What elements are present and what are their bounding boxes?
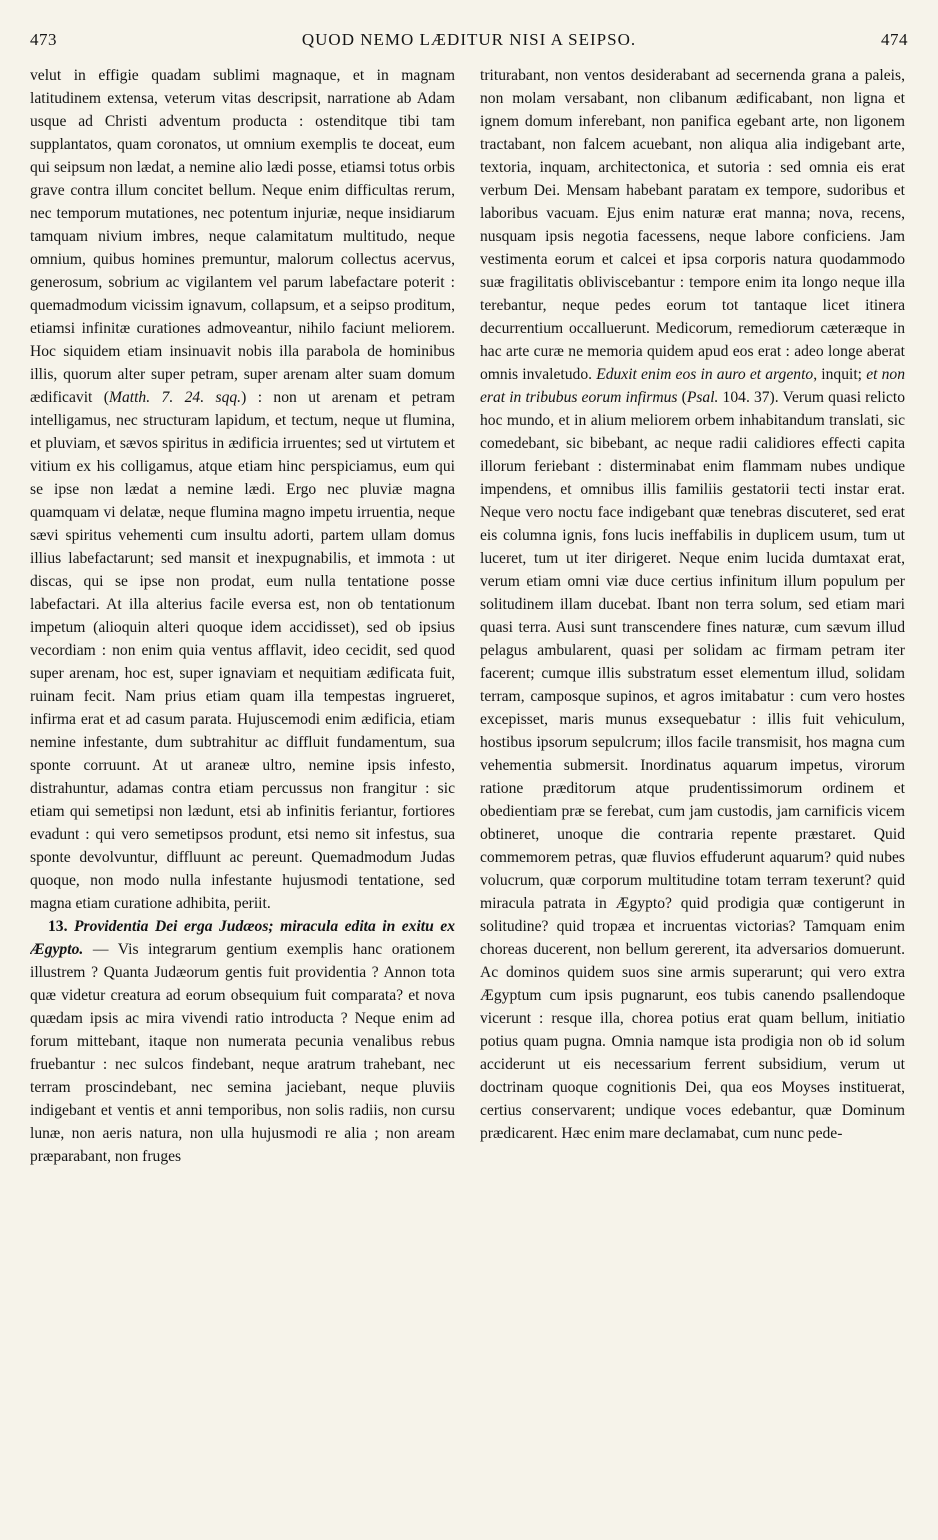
text-run: velut in effigie quadam sublimi magnaque, et in magnam latitudinem extensa, veterum vitas descripsit, narratione ab Adam usque ad Christi adventum producta : ostenditque tibi tam supplantatos, quam coronatos, ut omnium exemplis te doceat, eum qui seipsum non lædat, a nemine alio lædi posse, etiamsi totus orbis grave contra illum concitet bellum. Neque enim difficultas rerum, nec temporum mutationes, nec potentum injuriæ, neque insidiarum tamquam nivium imbres, neque calamitatum multitudo, neque omnium, quibus homines premuntur, malorum collectus acervus, generosum, sobrium ac vigilantem vel parum labefactare poterit : quemadmodum vicissim ignavum, collapsum, et a seipso proditum, etiamsi infinitæ curationes admoveantur, nihilo faciunt meliorem. Hoc siquidem etiam insinuavit nobis illa parabola de hominibus illis, quorum alter super petram, super arenam alter suam domum ædificavit ( <box>30 67 455 406</box>
text-run: — Vis integrarum gentium exemplis hanc orationem illustrem ? Quanta Judæorum gentis fuit providentia ? Annon tota quæ videtur creatura ad eorum obsequium fuit comparata? et nova quædam ipsis ac mira vivendi ratio introducta ? Neque enim ad forum mittebant, itaque non numerata pecunia venalibus rebus fruebantur : nec sulcos findebant, neque aratrum trahebant, nec terram proscindebant, nec semina jaciebant, neque pluviis indigebant et ventis et anni temporibus, non solis radiis, non cursu lunæ, non aeris natura, non ulla hujusmodi re alia ; non aream præparabant, non fruges <box>30 941 455 1165</box>
section-13-paragraph <box>30 915 455 1168</box>
scripture-reference: Matth. 7. 24. sqq. <box>108 389 242 406</box>
left-column <box>30 64 455 1514</box>
scripture-quote: et non erat in tribubus eorum infirmus <box>480 366 905 406</box>
running-header <box>30 30 908 56</box>
page-number-left: 473 <box>30 30 57 49</box>
section-title: Providentia Dei erga Judæos; miracula edita in exitu ex Ægypto. <box>30 918 455 958</box>
scripture-quote: Eduxit enim eos in auro et argento <box>596 366 814 383</box>
text-run: , inquit; <box>813 366 867 383</box>
text-run: ) : non ut arenam et petram intelligamus, nec structuram lapidum, et tectum, neque ut flumina, et pluviam, et sævos spiritus in ædificia irruentes; sed ut virtutem et vitium ex his colligamus, atque etiam hinc perspiciamus, eum qui se ipse non lædat a nemine lædi. Ergo nec pluviæ magna quamquam vi delatæ, neque flumina magno impetu irruentia, neque sævi spiritus vehementi cum insultu adorti, partem ullam domus illius labefactarunt; sed mansit et inexpugnabilis, et immota : ut discas, qui se ipse non prodat, eum nulla tentatione posse labefactari. At illa alterius facile eversa est, non ob tentationum impetum (alioquin alteri quoque idem accidisset), sed ob ipsius vecordiam : non enim quia ventus afflavit, ideo cecidit, sed quod super arenam, hoc est, super ignaviam et nequitiam ædificata fuit, ruinam fecit. Nam prius etiam quam illa tempestas ingrueret, infirma erat et ad casum parata. Hujuscemodi enim ædificia, etiam nemine infestante, dum subtrahitur ac diffluit fundamentum, sua sponte corruunt. At ut araneæ ultro, nemine ipsis infesto, distrahuntur, adamas contra etiam percussus non frangitur : sic etiam qui semetipsi non lædunt, etsi ab infinitis feriantur, fortiores evadunt : qui vero semetipsos produnt, etsi nemo sit infestus, sua sponte devolvuntur, diffluunt ac pereunt. Quemadmodum Judas quoque, non modo nulla infestante hujusmodi tentatione, sed magna etiam curatione adhibita, periit. <box>30 389 455 912</box>
text-run: ( <box>677 389 687 406</box>
text-run: triturabant, non ventos desiderabant ad secernenda grana a paleis, non molam versabant, non clibanum ædificabant, non ligna et ignem domum inferebant, non panifica egebant arte, non ligonem tractabant, non falcem acuebant, non aliqua alia indigebant arte, textoria, inquam, architectonica, et sutoria : sed omnia eis erat verbum Dei. Mensam habebant paratam ex tempore, sudoribus et laboribus vacuam. Ejus enim naturæ erat manna; nova, recens, nusquam ipsis negotia facessens, neque labore conficiens. Jam vestimenta eorum et calcei et ipsa corporis natura quodammodo suæ fragilitatis obliviscebantur : tempore enim ita longo neque illa terebantur, neque pedes eorum tot tantaque licet itinera decurrentium occalluerunt. Medicorum, remediorum cæteræque in hac arte curæ ne memoria quidem apud eos erat : adeo longe aberat omnis invaletudo. <box>480 67 905 383</box>
right-column <box>480 64 905 1514</box>
scripture-reference: Psal. <box>686 389 719 406</box>
page-number-right: 474 <box>881 30 908 49</box>
running-title: QUOD NEMO LÆDITUR NISI A SEIPSO. <box>301 30 637 49</box>
section-number: 13. <box>48 918 68 935</box>
left-paragraph-1 <box>30 64 455 915</box>
text-run: 104. 37). Verum quasi relicto hoc mundo, et in alium meliorem orbem inhabitandum translati, sic comedebant, sic bibebant, ac neque radii calidiores effecti capita illorum feriebant : disterminabat enim flammam nubes undique impendens, et omnibus illis familiis gestatorii tecti instar erat. Neque vero noctu face indigebant quæ tenebras discuteret, sed erat eis columna ignis, fons lucis ineffabilis in duplicem usum, tum ut luceret, tum ut iter dirigeret. Neque enim lucida dumtaxat erat, verum etiam omni viæ duce certius infinitum illum populum per solitudinem illam ducebat. Ibant non terra solum, sed etiam mari quasi terra. Ausi sunt transcendere fines naturæ, cum sævum illud pelagus ambularent, quasi per solidam ac firmam petram iter facerent; cumque illis substratum esset elementum illud, solidam terram, camposque supinos, et agros imitabatur : cum vero hostes excepisset, maris munus exsequebatur : illis fuit vehiculum, hostibus ipsorum sepulcrum; illos facile transmisit, hos magna cum vehementia submersit. Inordinatus aquarum impetus, virorum ratione præditorum atque prudentissimorum ordinem et obedientiam præ se ferebat, cum jam custodis, jam carnificis vicem obtineret, unoque die contraria repente præstaret. Quid commemorem petras, quæ fluvios effuderunt aquarum? quid nubes volucrum, quæ corporum multitudine totam terram texerunt? quid miracula patrata in Ægypto? quid prodigia quæ contigerunt in solitudine? quid tropæa et incruentas victorias? Tamquam enim choreas ducerent, non bellum gererent, ita adversarios domuerunt. Ac dominos quidem suos sine armis superarunt; qui vero extra Ægyptum cum ipsis pugnarunt, eos tubis canendo psallendoque vicerunt : resque illa, chorea potius erat quam bellum, initiatio potius quam pugna. Omnia namque ista prodigia non ob id solum acciderunt ut eis necessarium ferrent subsidium, verum ut doctrinam quoque cognitionis Dei, qua eos Moyses instituerat, certius conservarent; undique voces edebantur, quæ Dominum prædicarent. Hæc enim mare declamabat, cum nunc pede- <box>480 389 905 1142</box>
right-paragraph-1 <box>480 64 905 1145</box>
